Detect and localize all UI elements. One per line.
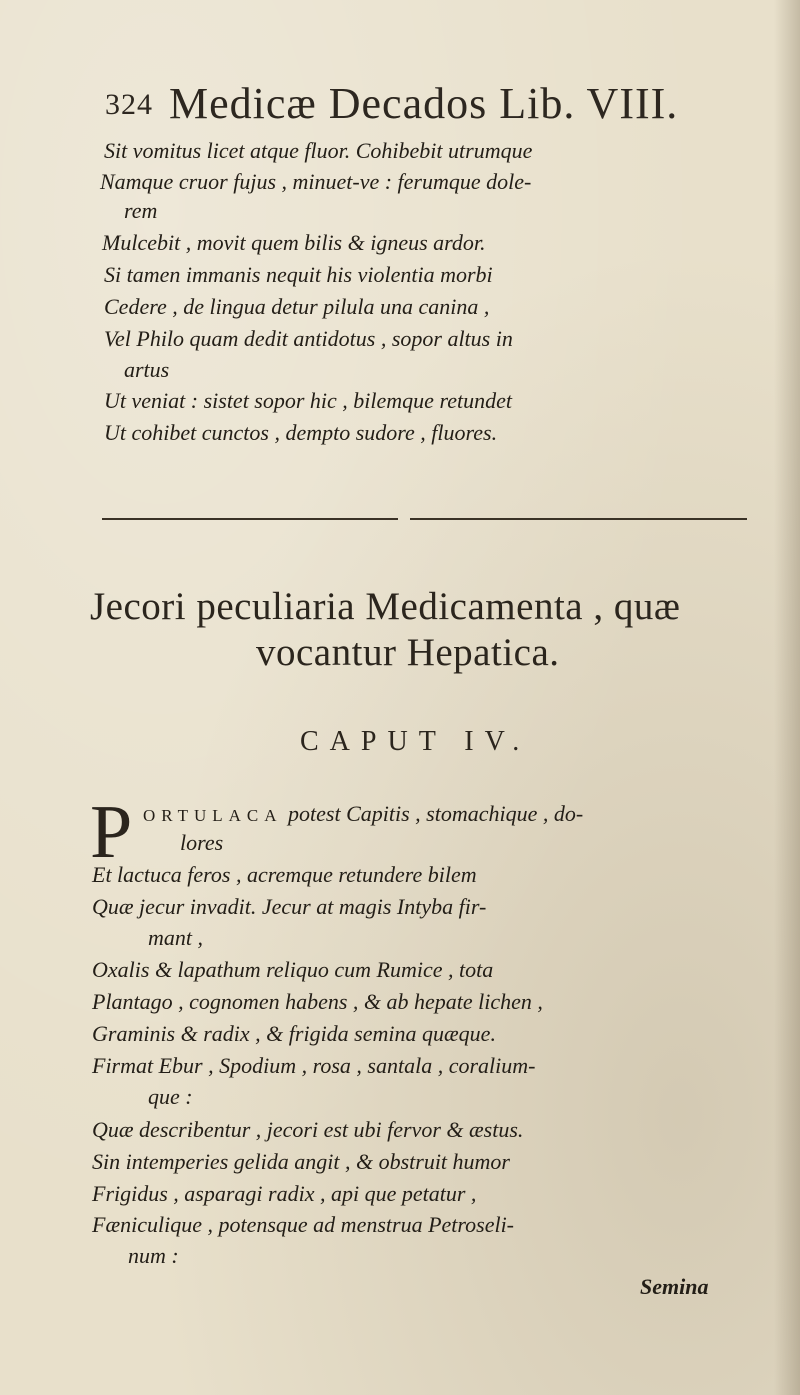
verse-line: Ut veniat : sistet sopor hic , bilemque retundet (104, 388, 512, 413)
verse-line: Quæ describentur , jecori est ubi fervor & æstus. (92, 1117, 524, 1142)
verse-line: Firmat Ebur , Spodium , rosa , santala , coralium- (92, 1053, 536, 1078)
catchword: Semina (640, 1274, 709, 1299)
verse-line: Namque cruor fujus , minuet-ve : ferumque dole- (100, 169, 532, 194)
section-title-line-2: vocantur Hepatica. (256, 631, 560, 674)
page-number: 324 (105, 88, 153, 121)
chapter-heading: CAPUT IV. (300, 726, 531, 757)
verse-line-first (143, 803, 583, 827)
drop-capital: P (90, 790, 133, 874)
section-title-line-1: Jecori peculiaria Medicamenta , quæ (90, 585, 681, 628)
section-divider-left (102, 518, 398, 520)
verse-line: Oxalis & lapathum reliquo cum Rumice , tota (92, 957, 494, 982)
verse-line: Sit vomitus licet atque fluor. Cohibebit utrumque (104, 138, 533, 163)
verse-line: num : (128, 1243, 179, 1268)
verse-line: Si tamen immanis nequit his violentia morbi (104, 262, 493, 287)
verse-line: Cedere , de lingua detur pilula una canina , (104, 294, 490, 319)
running-title: Medicæ Decados Lib. VIII. (169, 79, 679, 128)
running-header (105, 78, 705, 129)
section-divider-right (410, 518, 747, 520)
verse-line: Quæ jecur invadit. Jecur at magis Intyba fir- (92, 894, 487, 919)
verse-line: Ut cohibet cunctos , dempto sudore , fluores. (104, 420, 498, 445)
page-edge-shadow (774, 0, 800, 1395)
verse-line: Mulcebit , movit quem bilis & igneus ardor. (102, 230, 486, 255)
smallcaps-word: ORTULACA (143, 806, 283, 825)
verse-line: artus (124, 357, 170, 382)
verse-line: Graminis & radix , & frigida semina quæque. (92, 1021, 496, 1046)
verse-line: Fæniculique , potensque ad menstrua Petroseli- (92, 1212, 515, 1237)
verse-line: Vel Philo quam dedit antidotus , sopor altus in (104, 326, 513, 351)
verse-line: rem (124, 198, 158, 223)
verse-line-rest: potest Capitis , stomachique , do- (282, 801, 584, 826)
verse-line: Sin intemperies gelida angit , & obstruit humor (92, 1149, 510, 1174)
verse-line: Et lactuca feros , acremque retundere bilem (92, 862, 477, 887)
verse-line: mant , (148, 925, 203, 950)
verse-line: Frigidus , asparagi radix , api que petatur , (92, 1181, 477, 1206)
verse-line: lores (180, 830, 224, 855)
verse-line: que : (148, 1084, 193, 1109)
verse-line: Plantago , cognomen habens , & ab hepate lichen , (92, 989, 543, 1014)
